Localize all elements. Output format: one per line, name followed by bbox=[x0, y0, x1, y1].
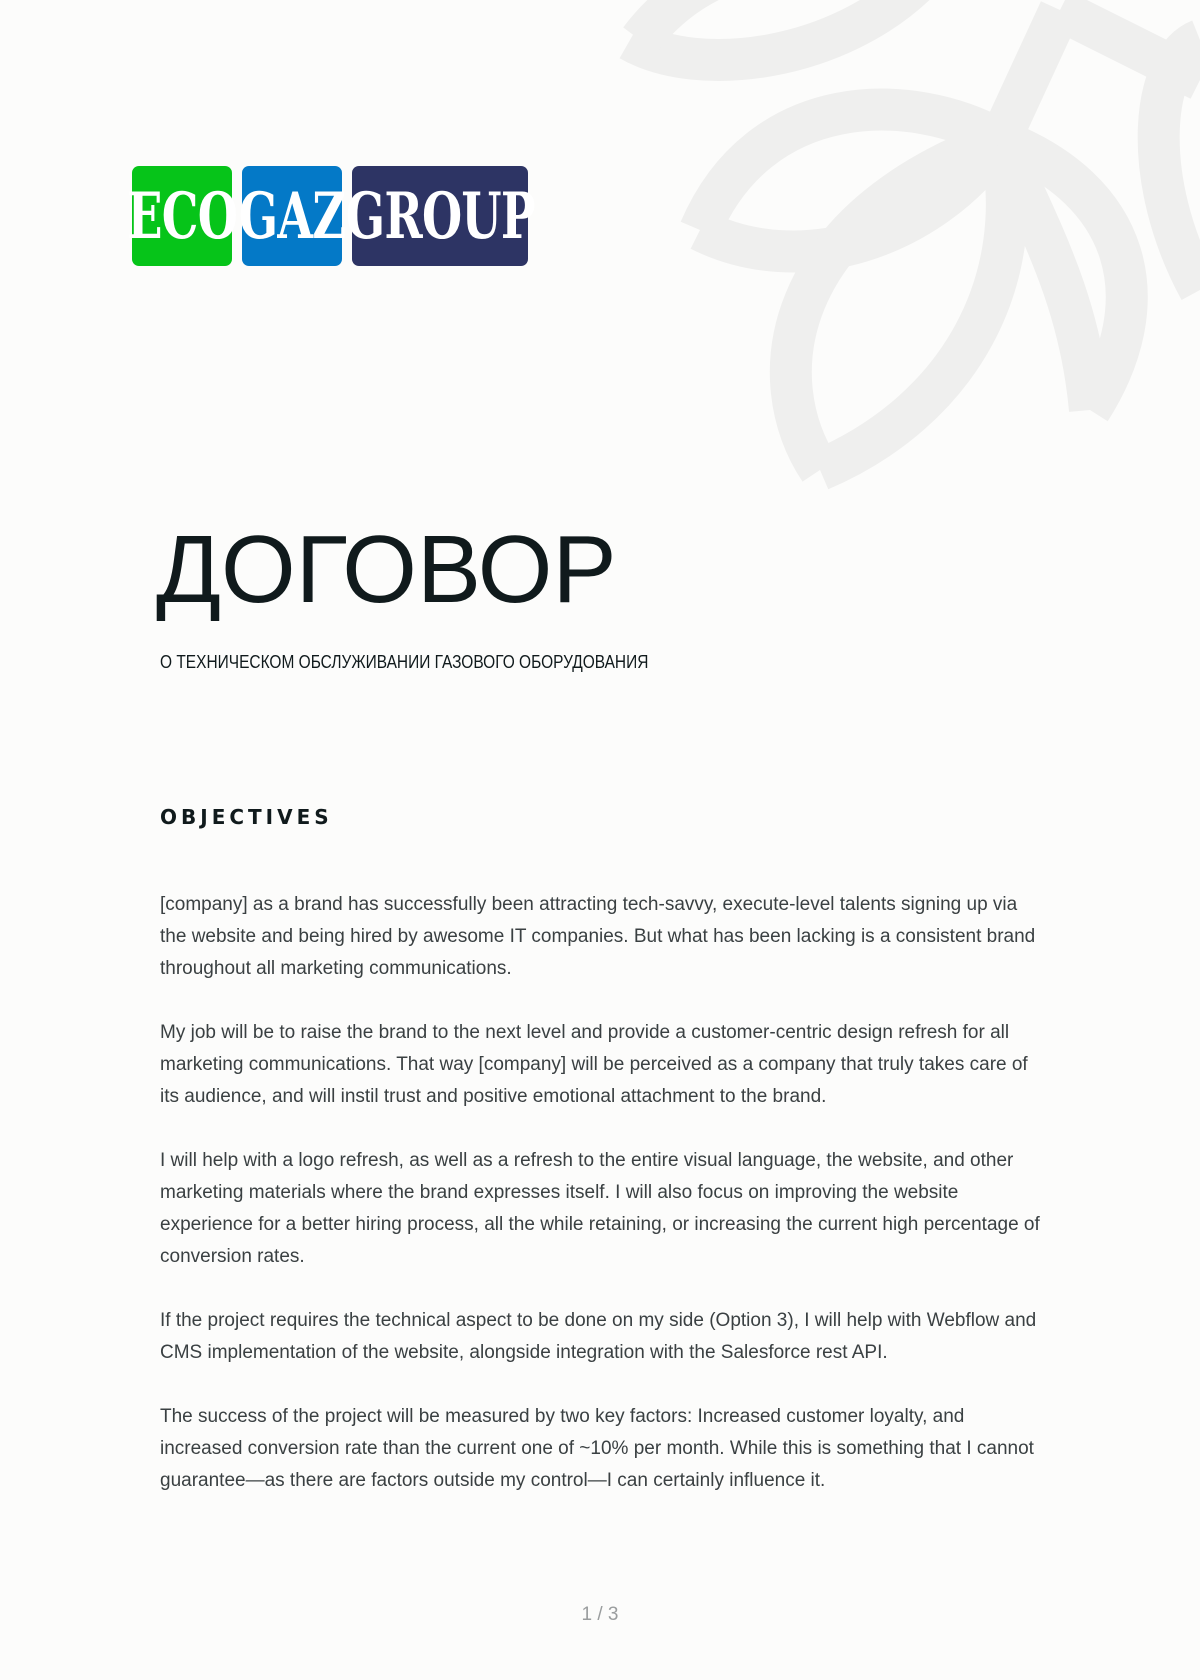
section-body bbox=[160, 889, 1045, 1529]
section-heading: OBJECTIVES bbox=[160, 805, 333, 829]
paragraph: If the project requires the technical aspect to be done on my side (Option 3), I will help with Webflow and CMS implementation of the website, alongside integration with the Salesforce rest API. bbox=[160, 1310, 1037, 1363]
document-title: ДОГОВОР bbox=[156, 516, 617, 623]
company-logo bbox=[127, 166, 535, 266]
logo-eco-block bbox=[127, 166, 237, 266]
leaf-decoration-icon bbox=[600, 0, 1200, 500]
logo-group-text: GROUP bbox=[345, 178, 535, 254]
document-subtitle: О ТЕХНИЧЕСКОМ ОБСЛУЖИВАНИИ ГАЗОВОГО ОБОРУДОВАНИЯ bbox=[160, 652, 649, 672]
paragraph: The success of the project will be measured by two key factors: Increased customer loyalty, and increased conversion rate than the current one of ~10% per month. While this is something that I cannot guarantee—as there are factors outside my control—I can certainly influence it. bbox=[160, 1406, 1034, 1491]
logo-eco-text: ECO bbox=[127, 178, 237, 254]
logo-gaz-text: GAZ bbox=[238, 178, 346, 254]
paragraph: [company] as a brand has successfully been attracting tech-savvy, execute-level talents signing up via the website and being hired by awesome IT companies. But what has been lacking is a consistent brand throughout all marketing communications. bbox=[160, 894, 1036, 979]
page-number: 1 / 3 bbox=[581, 1604, 619, 1625]
logo-group-block bbox=[345, 166, 535, 266]
logo-gaz-block bbox=[238, 166, 346, 266]
paragraph: My job will be to raise the brand to the next level and provide a customer-centric design refresh for all marketing communications. That way [company] will be perceived as a company that truly takes care of its audience, and will instil trust and positive emotional attachment to the brand. bbox=[160, 1022, 1028, 1107]
paragraph: I will help with a logo refresh, as well as a refresh to the entire visual language, the website, and other marketing materials where the brand expresses itself. I will also focus on improving the website experience for a better hiring process, all the while retaining, or increasing the current high percentage of conversion rates. bbox=[160, 1150, 1040, 1267]
